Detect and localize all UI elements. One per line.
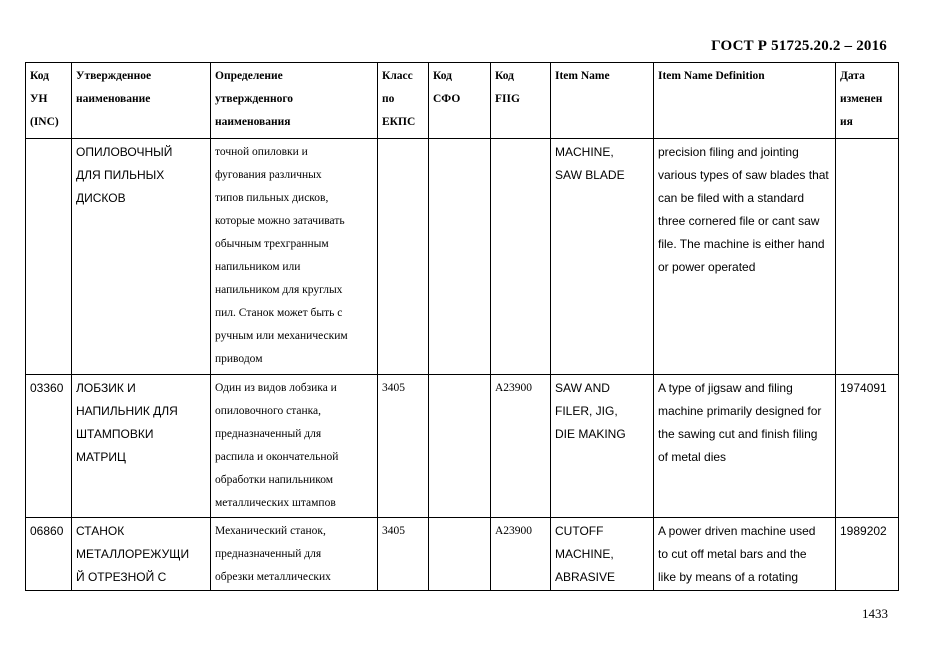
header-date-changed: Дата изменен ия: [836, 63, 899, 139]
cell-item-name: SAW AND FILER, JIG, DIE MAKING: [551, 375, 654, 518]
page-number: 1433: [862, 606, 888, 621]
cell-code-fiig: [491, 139, 551, 375]
cell-approved-name: СТАНОК МЕТАЛЛОРЕЖУЩИ Й ОТРЕЗНОЙ С: [72, 518, 211, 591]
cell-class-ekps: 3405: [378, 375, 429, 518]
cell-date-changed: 1974091: [836, 375, 899, 518]
header-item-name-definition: Item Name Definition: [654, 63, 836, 139]
cell-item-definition: A type of jigsaw and filing machine primarily designed for the sawing cut and finish filing of metal dies: [654, 375, 836, 518]
cell-date-changed: 1989202: [836, 518, 899, 591]
cell-code-sfo: [429, 139, 491, 375]
cell-code-sfo: [429, 375, 491, 518]
cell-approved-name: ОПИЛОВОЧНЫЙ ДЛЯ ПИЛЬНЫХ ДИСКОВ: [72, 139, 211, 375]
header-code-fiig: Код FIIG: [491, 63, 551, 139]
header-item-name: Item Name: [551, 63, 654, 139]
cell-definition-ru: Механический станок, предназначенный для обрезки металлических: [211, 518, 378, 591]
table-row: [26, 375, 899, 518]
cell-date-changed: [836, 139, 899, 375]
cell-code-inc: [26, 139, 72, 375]
table-row: [26, 139, 899, 375]
cell-definition-ru: Один из видов лобзика и опиловочного станка, предназначенный для распила и окончательной обработки напильником металлических штампов: [211, 375, 378, 518]
cell-item-name: CUTOFF MACHINE, ABRASIVE: [551, 518, 654, 591]
document-standard-title: ГОСТ Р 51725.20.2 – 2016: [711, 38, 887, 54]
table-row: [26, 518, 899, 591]
header-definition: Определение утвержденного наименования: [211, 63, 378, 139]
header-code-inc: Код УН (INC): [26, 63, 72, 139]
header-class-ekps: Класс по ЕКПС: [378, 63, 429, 139]
cell-definition-ru: точной опиловки и фугования различных типов пильных дисков, которые можно затачивать обычным трехгранным напильником или напильником для круглых пил. Станок может быть с ручным или механическим приводом: [211, 139, 378, 375]
cell-class-ekps: [378, 139, 429, 375]
cell-class-ekps: 3405: [378, 518, 429, 591]
cell-code-fiig: A23900: [491, 518, 551, 591]
header-approved-name: Утвержденное наименование: [72, 63, 211, 139]
cell-item-name: MACHINE, SAW BLADE: [551, 139, 654, 375]
cell-item-definition: precision filing and jointing various types of saw blades that can be filed with a standard three cornered file or cant saw file. The machine is either hand or power operated: [654, 139, 836, 375]
header-code-sfo: Код СФО: [429, 63, 491, 139]
cell-code-inc: 03360: [26, 375, 72, 518]
cell-code-inc: 06860: [26, 518, 72, 591]
table-header-row: [26, 63, 899, 139]
cell-approved-name: ЛОБЗИК И НАПИЛЬНИК ДЛЯ ШТАМПОВКИ МАТРИЦ: [72, 375, 211, 518]
cell-code-fiig: A23900: [491, 375, 551, 518]
cell-item-definition: A power driven machine used to cut off metal bars and the like by means of a rotating: [654, 518, 836, 591]
classifier-table: [25, 62, 899, 591]
cell-code-sfo: [429, 518, 491, 591]
